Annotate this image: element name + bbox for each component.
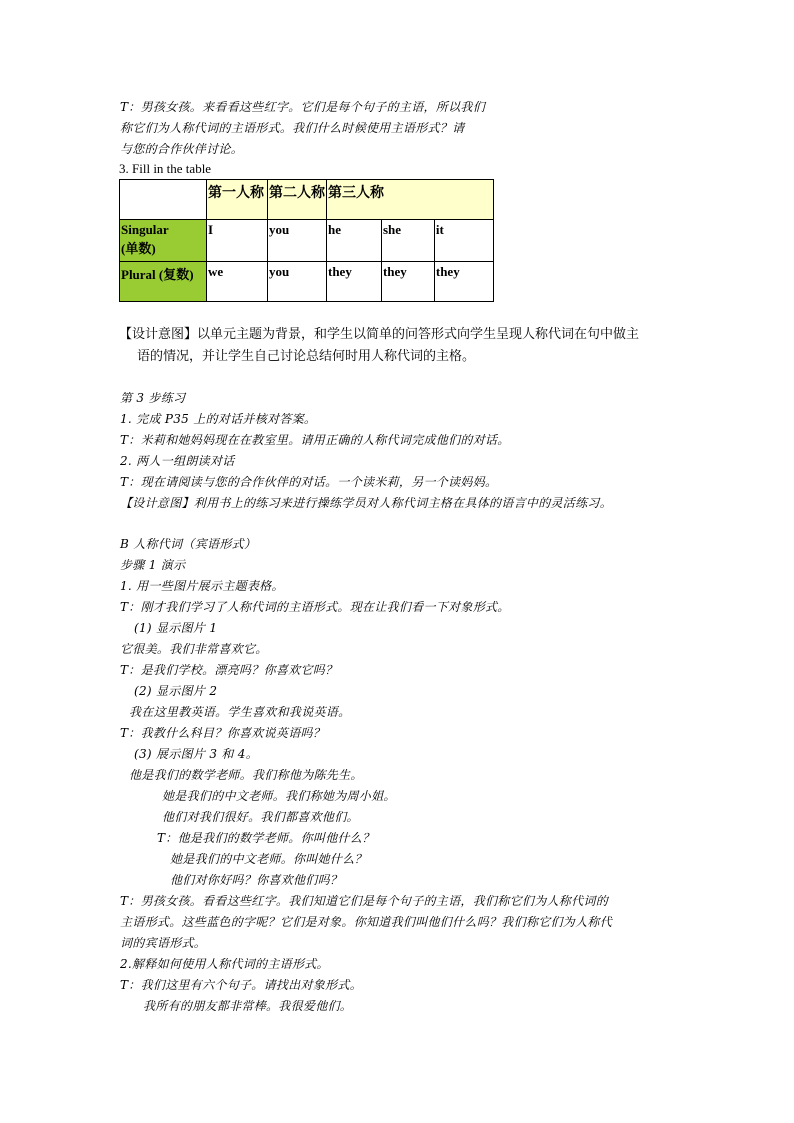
- table-cell: we: [207, 262, 268, 302]
- text-line: (1) 显示图片 1: [134, 621, 218, 635]
- text-line: 1. 用一些图片展示主题表格。: [120, 579, 284, 593]
- text-line: 她是我们的中文老师。你叫她什么？: [170, 852, 367, 866]
- text-line: 他们对我们很好。我们都喜欢他们。: [162, 810, 359, 824]
- text-line: 1. 完成 P35 上的对话并核对答案。: [120, 412, 317, 426]
- row-label-plural: [120, 262, 207, 302]
- text-line: 我在这里教英语。学生喜欢和我说英语。: [129, 705, 351, 719]
- text-line: (2) 显示图片 2: [134, 684, 218, 698]
- text-line: 我所有的朋友都非常棒。我很爱他们。: [143, 999, 353, 1013]
- table-row: [120, 220, 494, 262]
- text-line: 2.解释如何使用人称代词的主语形式。: [120, 957, 329, 971]
- step-heading: 第 3 步练习: [120, 391, 186, 405]
- text-line: 词的宾语形式。: [120, 936, 207, 950]
- header-second-person: 第二人称: [268, 180, 327, 220]
- table-corner-cell: [120, 180, 207, 220]
- text-line: T：米莉和她妈妈现在在教室里。请用正确的人称代词完成他们的对话。: [120, 433, 510, 447]
- section-heading: 3. Fill in the table: [119, 161, 212, 176]
- table-header-row: [120, 180, 494, 220]
- text-line: (3) 展示图片 3 和 4。: [134, 747, 259, 761]
- design-note: 【设计意图】利用书上的练习来进行操练学员对人称代词主格在具体的语言中的灵活练习。: [120, 496, 613, 510]
- text-line: 他是我们的数学老师。我们称他为陈先生。: [129, 768, 363, 782]
- text-line: T：是我们学校。漂亮吗？你喜欢它吗？: [120, 663, 338, 677]
- table-cell: he: [327, 220, 382, 262]
- header-first-person: 第一人称: [207, 180, 268, 220]
- table-cell: I: [207, 220, 268, 262]
- table-cell: she: [381, 220, 434, 262]
- text-line: T：他是我们的数学老师。你叫他什么？: [157, 831, 375, 845]
- row-label-en: Plural (复数): [121, 267, 194, 282]
- text-line: T：男孩女孩。来看看这些红字。它们是每个句子的主语，所以我们: [120, 100, 486, 114]
- text-line: 与您的合作伙伴讨论。: [120, 142, 244, 156]
- step-heading: 步骤 1 演示: [120, 558, 186, 572]
- text-line: 主语形式。这些蓝色的字呢？它们是对象。你知道我们叫他们什么吗？我们称它们为人称代: [120, 915, 613, 929]
- row-label-cn: (单数): [121, 241, 156, 256]
- text-line: T：我们这里有六个句子。请找出对象形式。: [120, 978, 363, 992]
- text-line: 称它们为人称代词的主语形式。我们什么时候使用主语形式？请: [120, 121, 465, 135]
- pronoun-table: [119, 179, 494, 302]
- section-heading: B 人称代词（宾语形式）: [120, 537, 257, 551]
- text-line: T：现在请阅读与您的合作伙伴的对话。一个读米莉，另一个读妈妈。: [120, 475, 498, 489]
- header-third-person: 第三人称: [327, 180, 494, 220]
- table-cell: they: [381, 262, 434, 302]
- table-cell: it: [434, 220, 493, 262]
- design-note: 【设计意图】以单元主题为背景，和学生以简单的问答形式向学生呈现人称代词在句中做主: [119, 327, 640, 342]
- text-line: 它很美。我们非常喜欢它。: [120, 642, 268, 656]
- table-cell: they: [327, 262, 382, 302]
- text-line: 他们对你好吗？你喜欢他们吗？: [170, 873, 343, 887]
- text-line: T：男孩女孩。看看这些红字。我们知道它们是每个句子的主语，我们称它们为人称代词的: [120, 894, 609, 908]
- design-note: 语的情况，并让学生自己讨论总结何时用人称代词的主格。: [137, 349, 476, 364]
- row-label-en: Singular: [121, 222, 169, 237]
- text-line: T：刚才我们学习了人称代词的主语形式。现在让我们看一下对象形式。: [120, 600, 510, 614]
- row-label-singular: [120, 220, 207, 262]
- table-cell: you: [268, 262, 327, 302]
- text-line: 2. 两人一组朗读对话: [120, 454, 235, 468]
- text-line: T：我教什么科目？你喜欢说英语吗？: [120, 726, 326, 740]
- table-cell: they: [434, 262, 493, 302]
- table-cell: you: [268, 220, 327, 262]
- text-line: 她是我们的中文老师。我们称她为周小姐。: [162, 789, 396, 803]
- table-row: [120, 262, 494, 302]
